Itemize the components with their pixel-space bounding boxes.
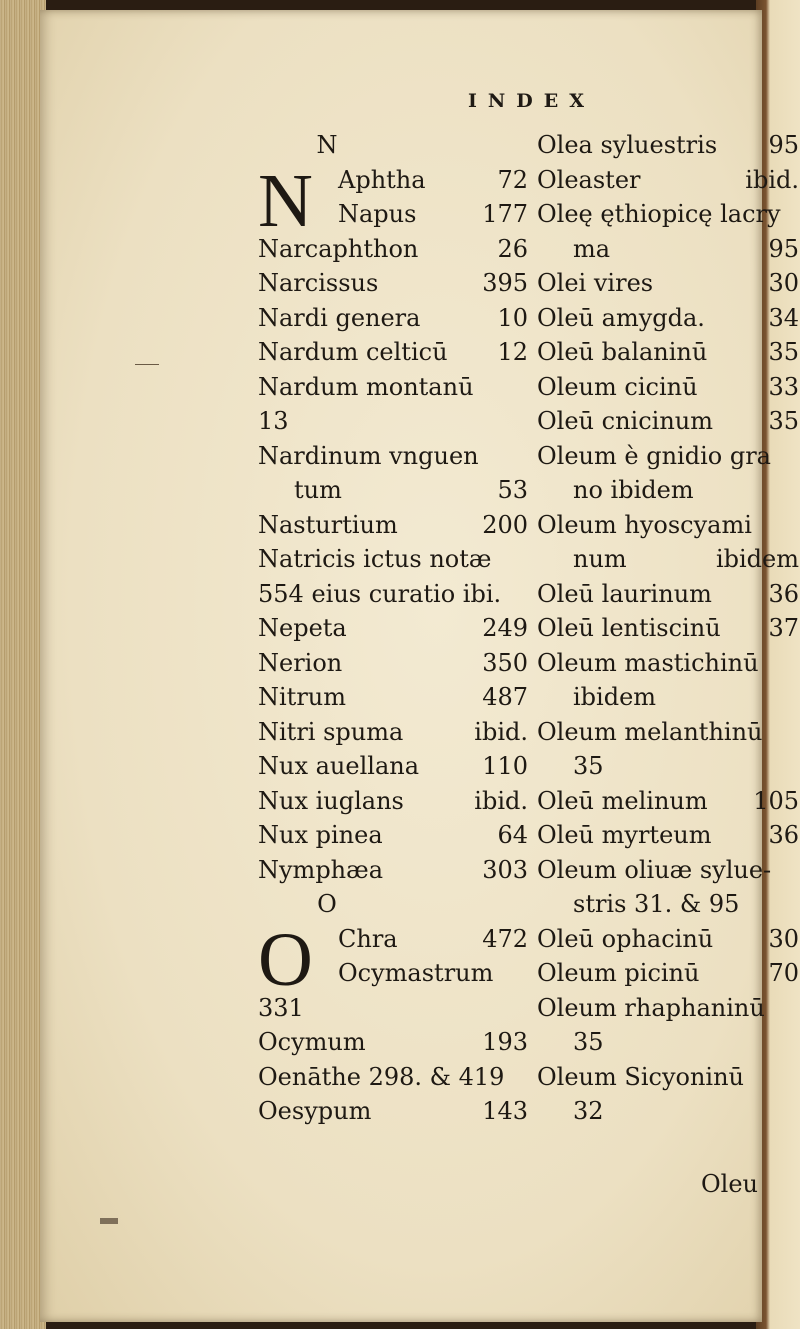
index-term: Nardinum vnguen [258,441,479,470]
index-term: 35 [573,1028,604,1056]
index-term: Nasturtium [258,510,398,539]
index-line [258,646,528,681]
index-line [537,680,799,715]
index-line [537,818,799,853]
index-line [537,128,799,163]
drop-cap: O [258,917,313,1002]
index-term: Natricis ictus notæ [258,545,492,573]
index-column-left [258,128,528,1129]
index-line [537,1094,799,1129]
index-term: Oleum oliuæ sylue- [537,855,772,884]
index-page-number: 35 [768,407,799,435]
index-page-number: 36 [768,579,799,608]
index-term: Nymphæa [258,855,384,884]
index-page-number: 177 [482,200,528,228]
index-term: Narcissus [258,269,379,297]
index-line [258,1060,528,1095]
index-line [258,887,528,922]
index-term: Nepeta [258,614,347,642]
index-term: Nitri spuma [258,717,404,746]
index-term: Oleę ęthiopicę lacry [537,200,781,228]
index-line [258,1025,528,1060]
index-term: 331 [258,993,304,1022]
index-page-number: 395 [482,269,528,297]
index-line [258,439,528,474]
index-term: 554 eius curatio ibi. [258,579,502,608]
ink-blot [100,1218,118,1224]
index-line [258,818,528,853]
index-page-number: 350 [482,648,528,677]
index-line [537,784,799,819]
index-line [537,887,799,922]
index-page-number: 105 [753,786,799,815]
index-line [258,128,528,163]
index-term: tum [294,476,342,504]
index-line [537,335,799,370]
index-page-number: ibid. [745,165,799,194]
index-page-number: 72 [497,165,528,194]
index-page-number: 30 [768,269,799,297]
index-term: Ocymum [258,1028,366,1056]
index-page-number: 34 [768,303,799,332]
index-page-number: 10 [497,303,528,332]
index-line [537,1025,799,1060]
index-page-number: 303 [482,855,528,884]
index-line [258,404,528,439]
index-term: num [573,545,627,573]
index-line [537,853,799,888]
index-page-number: 472 [482,924,528,953]
index-term: Narcaphthon [258,234,419,263]
index-page-number: 35 [768,338,799,366]
index-page-number: 36 [768,821,799,849]
index-line [537,370,799,405]
index-page-number: 110 [482,752,528,780]
index-page-number: ibidem [715,545,799,573]
index-line [537,232,799,267]
index-term: Nardum montanū [258,372,474,401]
index-line [258,266,528,301]
index-term: 13 [258,407,289,435]
page-header: INDEX [468,90,595,112]
index-term: ma [573,234,611,263]
index-term: Oleū laurinum [537,579,712,608]
index-page-number: 95 [768,234,799,263]
index-term: Oleum cicinū [537,372,698,401]
index-page-number: 53 [497,476,528,504]
index-page-number: 33 [768,372,799,401]
index-line [258,749,528,784]
index-line [537,542,799,577]
index-term: Oleū melinum [537,786,708,815]
index-term: Nardum celticū [258,338,448,366]
index-term: Oleum picinū [537,959,700,987]
index-page-number: ibid. [474,786,528,815]
index-term: Oleū amygda. [537,303,705,332]
index-column-right [537,128,799,1129]
index-term: Oesypum [258,1097,372,1125]
index-term: Nux auellana [258,752,420,780]
index-page-number: 12 [497,338,528,366]
index-line [537,163,799,198]
index-line [258,473,528,508]
index-term: Nardi genera [258,303,421,332]
index-term: Oleū myrteum [537,821,712,849]
index-line [258,370,528,405]
index-line [258,680,528,715]
index-line [537,749,799,784]
index-term: ibidem [573,683,657,711]
index-line [258,232,528,267]
index-line [258,301,528,336]
index-term: Oleum hyoscyami [537,510,752,539]
index-line [537,956,799,991]
index-line [258,197,528,232]
index-term: stris 31. & 95 [573,890,740,918]
index-page-number: 143 [482,1097,528,1125]
index-line [537,611,799,646]
index-term: Oleum rhaphaninū [537,993,765,1022]
index-term: Oenāthe 298. & 419 [258,1062,505,1091]
index-page-number: ibid. [474,717,528,746]
index-term: Oleum mastichinū [537,648,759,677]
index-line [537,197,799,232]
index-line [258,335,528,370]
index-line [537,577,799,612]
index-line [258,611,528,646]
index-line [537,266,799,301]
index-term: 32 [573,1097,604,1125]
index-line [258,956,528,991]
index-term: Napus [338,200,417,228]
index-line [258,991,528,1026]
index-page-number: 26 [497,234,528,263]
index-term: Nux pinea [258,821,383,849]
catchword: Oleu [700,1170,758,1198]
index-line [537,646,799,681]
index-page-number: 70 [768,959,799,987]
index-term: Oleum Sicyoninū [537,1062,745,1091]
index-page-number: 64 [497,821,528,849]
section-letter: N [316,131,338,159]
index-term: Oleum melanthinū [537,717,763,746]
index-term: Oleū balaninū [537,338,708,366]
index-term: Ocymastrum [338,959,494,987]
index-page-number: 200 [482,510,528,539]
index-term: Oleum è gnidio gra [537,441,771,470]
index-term: Olei vires [537,269,654,297]
index-term: Nux iuglans [258,786,404,815]
index-line [258,508,528,543]
index-term: Nerion [258,648,343,677]
index-page-number: 37 [768,614,799,642]
index-line [537,991,799,1026]
index-term: Oleū ophacinū [537,924,714,953]
margin-mark [135,364,159,365]
index-term: Olea syluestris [537,131,718,159]
index-line [537,404,799,439]
index-term: Oleaster [537,165,641,194]
index-line [537,715,799,750]
index-page-number: 249 [482,614,528,642]
index-line [537,301,799,336]
index-page-number: 487 [482,683,528,711]
index-line [258,542,528,577]
index-term: Chra [338,924,398,953]
index-line [258,1094,528,1129]
book-page [40,10,799,1322]
drop-cap: N [258,158,313,243]
index-line [537,1060,799,1095]
index-term: Nitrum [258,683,347,711]
index-term: 35 [573,752,604,780]
index-line [258,784,528,819]
index-line [258,715,528,750]
index-page-number: 193 [482,1028,528,1056]
index-term: Oleū cnicinum [537,407,714,435]
index-line [258,853,528,888]
index-line [537,473,799,508]
index-line [258,577,528,612]
index-term: Aphtha [338,165,426,194]
index-page-number: 95 [768,131,799,159]
index-term: no ibidem [573,476,694,504]
index-line [537,439,799,474]
index-page-number: 30 [768,924,799,953]
section-letter: O [317,890,337,918]
index-term: Oleū lentiscinū [537,614,721,642]
index-line [537,508,799,543]
index-line [537,922,799,957]
